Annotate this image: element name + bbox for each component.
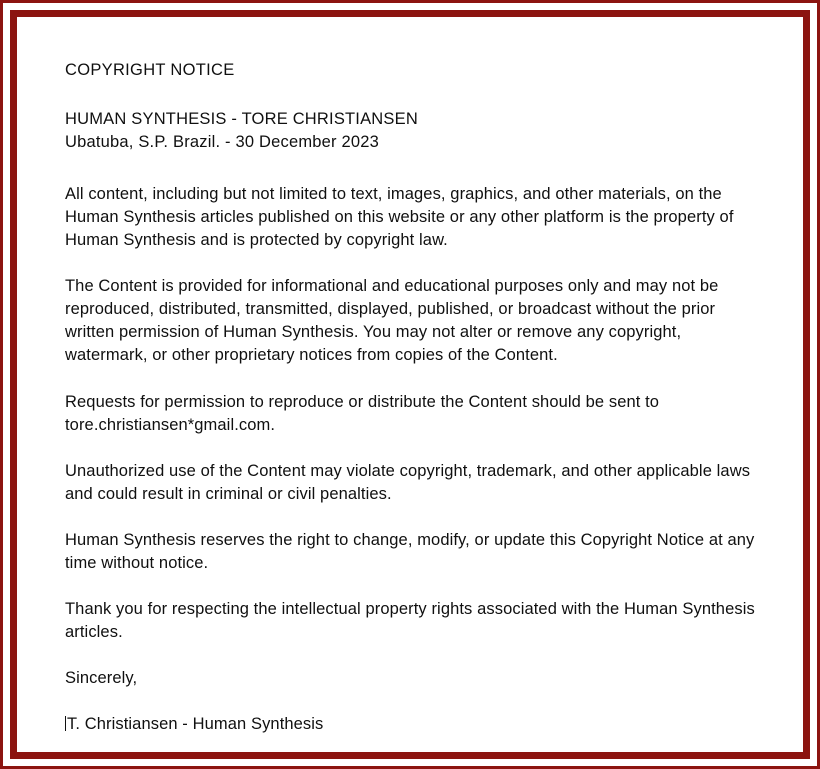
notice-paragraph: The Content is provided for informational and educational purposes only and may not be reproduced, distributed, transmitted, displayed, published, or broadcast without the prior written permission of Human Synthesis. You may not alter or remove any copyright, watermark, or other proprietary notices from copies of the Content. — [65, 277, 719, 365]
document-page — [17, 17, 803, 752]
text-cursor — [65, 716, 66, 731]
closing-salutation: Sincerely, — [65, 669, 138, 688]
notice-paragraph: Requests for permission to reproduce or distribute the Content should be sent to tore.christiansen*gmail.com. — [65, 392, 660, 434]
organization-line: HUMAN SYNTHESIS - TORE CHRISTIANSEN — [65, 110, 418, 128]
notice-paragraph: Unauthorized use of the Content may violate copyright, trademark, and other applicable laws and could result in criminal or civil penalties. — [65, 461, 751, 503]
signature-text: T. Christiansen - Human Synthesis — [67, 715, 324, 734]
notice-paragraph: Thank you for respecting the intellectual property rights associated with the Human Synthesis articles. — [65, 600, 755, 642]
signature-block — [65, 713, 755, 736]
location-date-line: Ubatuba, S.P. Brazil. - 30 December 2023 — [65, 133, 380, 152]
document-heading-block — [65, 108, 755, 155]
notice-paragraph: All content, including but not limited to text, images, graphics, and other materials, on the Human Synthesis articles published on this website or any other platform is the property of Human Synthesis and is protected by copyright law. — [65, 184, 734, 250]
page-title: COPYRIGHT NOTICE — [65, 61, 235, 79]
notice-paragraph: Human Synthesis reserves the right to change, modify, or update this Copyright Notice at any time without notice. — [65, 530, 755, 572]
document-inner-border — [10, 10, 810, 759]
